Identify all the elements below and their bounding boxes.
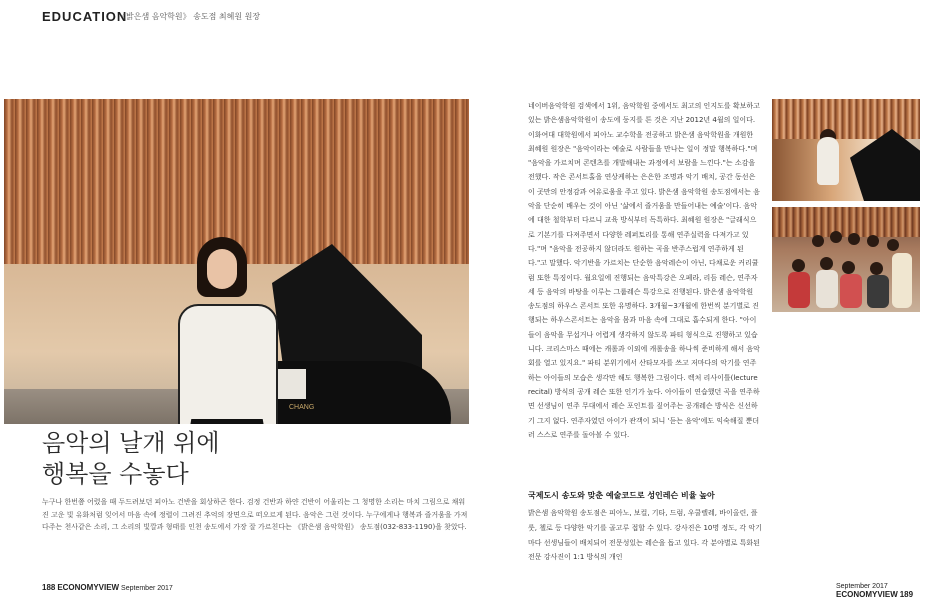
intro-paragraph: 누구나 한번쯤 어렸을 때 두드려보던 피아노 건반을 회상하곤 한다. 검정 건반과 하얀 건반이 어울리는 그 청명한 소리는 마치 그림으로 채워진 고운 빛 유화처럼 잊어서 마음 속에 정렬이 그려진 추억의 장면으로 떠오르게 된다. 음악은 그런 것이다. 누구에게나 행복과 즐거움을 가져다주는 천사같은 소리, 그 소리의 빛깔과 형태를 인천 송도에서 가장 잘 가르친다는 《밝은샘 음악학원》 송도점(032-833-1190)을 찾았다. [42, 498, 468, 532]
issue-date: September 2017 [121, 585, 173, 592]
person-body [867, 275, 889, 308]
person-dress [176, 419, 278, 424]
headline-line-2: 행복을 수놓다 [42, 460, 189, 488]
person-head [830, 231, 842, 243]
wood-wall-panels [772, 207, 920, 237]
person-head [867, 235, 879, 247]
person-body [788, 272, 810, 308]
side-photo-piano-player [772, 99, 920, 201]
page-number: 189 [899, 590, 914, 599]
magazine-name: ECONOMYVIEW [836, 590, 898, 599]
person-head [848, 233, 860, 245]
piano-brand-label: CHANG [289, 404, 315, 411]
footer-left [42, 583, 173, 592]
person-jacket [178, 304, 278, 424]
magazine-name: ECONOMYVIEW [57, 583, 120, 592]
person-head [870, 262, 883, 275]
person-head [842, 261, 855, 274]
section-title: EDUCATION [42, 9, 128, 24]
grand-piano [850, 129, 920, 201]
headline-line-1: 음악의 날개 위에 [42, 429, 220, 457]
body-paragraph-2: 밝은샘 음악학원 송도점은 피아노, 보컬, 기타, 드럼, 우쿨렐레, 바이올린, 플룻, 첼로 등 다양한 악기를 골고루 접할 수 있다. 강사진은 10명 정도, 각 악기마다 선생님들이 배치되어 전문성있는 레슨을 돕고 있다. 각 분야별로 특화된 전문 강사진이 1:1 방식의 개인 [528, 509, 762, 562]
body-paragraph: 네이버음악학원 검색에서 1위, 음악학원 중에서도 최고의 인지도를 확보하고 있는 밝은샘음악학원이 송도에 둥지를 튼 것은 지난 2012년 4월의 일이다. 이화여대 대학원에서 피아노 교수학을 전공하고 밝은샘 음악학원을 개원한 최혜원 원장은 "음악이라는 예술로 사람들을 만나는 일이 정말 행복하다."며 "음악을 가르치며 콘텐츠를 개발해내는 과정에서 보람을 느낀다."는 소감을 전했다. 작은 콘서트홀을 연상케하는 은은한 조명과 악기 배치, 공간 동선은 이 곳만의 안정감과 여유로움을 주고 있다. 밝은샘 음악학원 송도점에서는 음악을 단순히 배우는 것이 아닌 '삶에서 즐거움을 만들어내는 예술'이다. 음악에 대한 철학부터 다르니 교육 방식부터 독특하다. 최혜원 원장은 "글래식으로 기본기를 다져주면서 다양한 레퍼토리를 통해 연주실력을 다져가고 있다."며 "음악을 전공하지 않더라도 원하는 곡을 반주스럽게 연주하게 된다."고 말했다. 악기반을 가르치는 단순한 음악레슨이 아닌, 다채로운 커리큘럼 또한 특징이다. 월요일에 진행되는 음악특강은 오페라, 리듬 레슨, 연주자세 등 음악의 바탕을 이루는 그룹레슨 특강으로 진행된다. 밝은샘 음악학원 송도점의 하우스 콘서트 또한 유명하다. 3개월~3개월에 한번씩 분기별로 진행되는 하우스콘서트는 음악을 몸과 마음 속에 그대로 흡수되게 한다. "아이들이 음악을 무섭거나 어렵게 생각하지 않도록 파티 형식으로 진행하고 있습니다. 크리스마스 때에는 캐롤과 이외에 캐롤송을 하나씩 준비하게 해서 음악회를 열고 있지요." 파티 분위기에서 산타모자를 쓰고 저마다의 악기를 연주하는 아이들의 모습은 생각만 해도 행복한 그림이다. 렉처 리사이틀(lecture recital) 방식의 공개 레슨 또한 인기가 높다. 아이들이 연습했던 곡을 연주하면 선생님이 연주 무대에서 레슨 포인트를 짚어주는 공개레슨 방식은 신선하기 그지 없다. 연주자였던 아이가 관객이 되니 '듣는 음악'에도 익숙해질 뿐더러 스스로 연주를 돌아볼 수 있다. [528, 102, 760, 439]
main-photo [4, 99, 469, 424]
person-body [817, 137, 839, 185]
person-face [207, 249, 237, 289]
person-body [840, 274, 862, 308]
person-head [887, 239, 899, 251]
body-subheading: 국제도시 송도와 맞춘 예술코드로 성인레슨 비율 높아 [528, 491, 715, 500]
issue-date: September 2017 [836, 583, 888, 590]
page-number: 188 [42, 583, 56, 592]
person-body [816, 270, 838, 308]
person-head [812, 235, 824, 247]
footer-right [836, 583, 943, 599]
wood-wall-panels [772, 99, 920, 139]
person-head [792, 259, 805, 272]
side-photo-group [772, 207, 920, 312]
person-head [820, 257, 833, 270]
body-column [528, 99, 762, 442]
article-byline: 《밝은샘 음악학원》 송도점 최혜원 원장 [118, 12, 261, 21]
article-headline [42, 428, 220, 490]
person-body [892, 253, 912, 308]
